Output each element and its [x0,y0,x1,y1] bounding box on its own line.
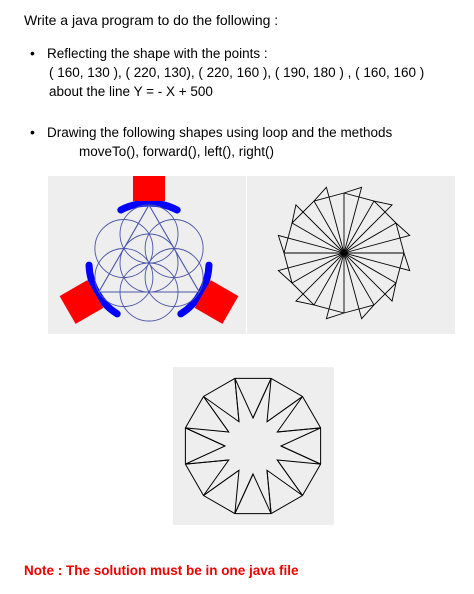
star-blade [344,253,374,319]
star-blade [326,253,344,319]
star-blade [278,253,344,283]
bullet-icon: • [30,124,35,140]
star-blade [314,187,344,253]
star-chord [277,460,302,495]
figure-star-spokes [247,176,455,334]
figure-star-spokes-drawing [247,176,455,334]
inner-star [185,378,320,513]
bullet-line: Drawing the following shapes using loop and the methods [47,125,393,140]
star-blade [344,223,410,253]
methods-line: moveTo(), forward(), left(), right() [79,144,275,159]
bullet-line: Reflecting the shape with the points : [47,46,268,61]
bullet-icon: • [30,45,35,61]
star-chord [204,470,239,495]
note: Note : The solution must be in one java file [24,563,299,578]
star-chord [267,397,302,422]
figure-triangle-squares-drawing [48,176,246,334]
points-line: ( 160, 130 ), ( 220, 130), ( 220, 160 ), ( 190, 180 ) , ( 160, 160 ) [49,65,425,80]
star-blade [344,253,410,271]
star-blade [344,187,362,253]
star-chord [204,397,229,432]
figure-dodecagon-star-drawing [173,367,334,525]
red-square [133,176,165,201]
heading: Write a java program to do the following : [24,12,279,28]
line-equation: about the line Y = - X + 500 [49,84,213,99]
star-blade [278,235,344,253]
dodecagon-outline [185,378,320,513]
triangle-outline [99,205,199,292]
figure-dodecagon-star [173,367,334,525]
figure-triangle-squares [48,176,246,334]
